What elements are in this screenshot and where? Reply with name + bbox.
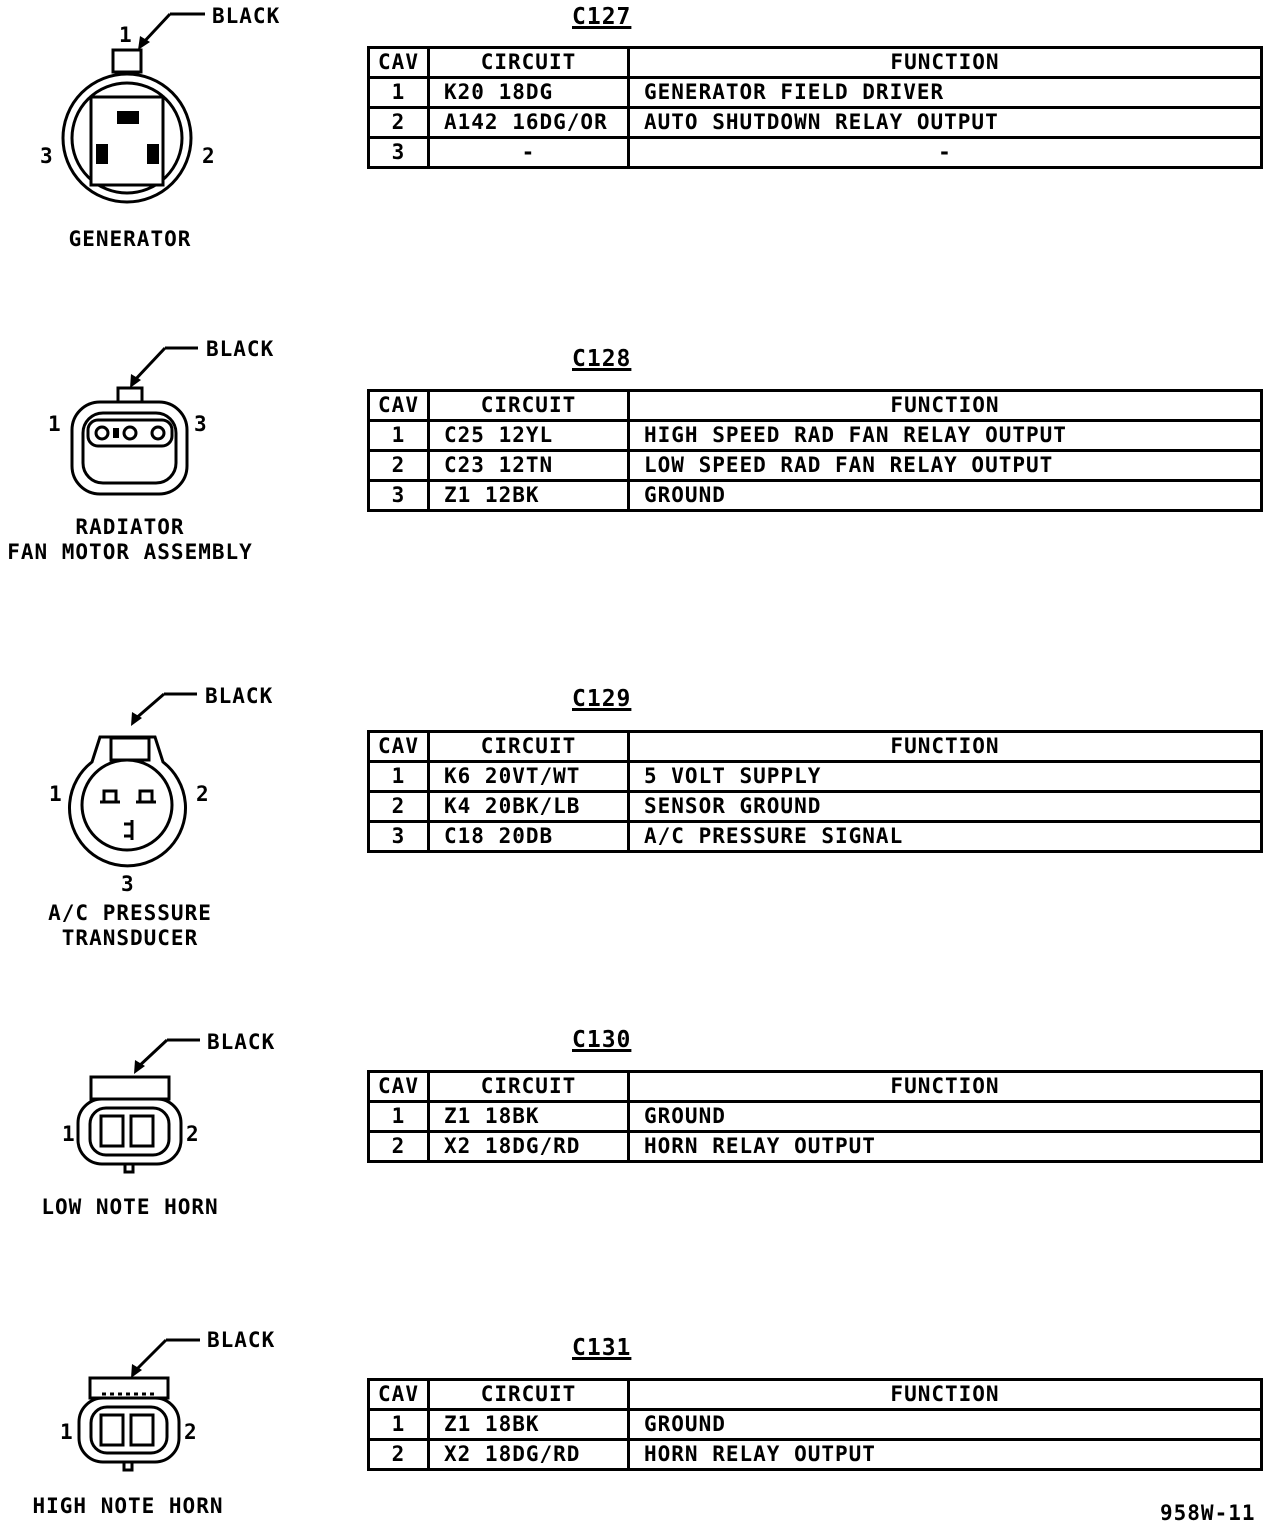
ac-pressure-color-label: BLACK <box>205 684 274 708</box>
function-header: FUNCTION <box>629 732 1262 762</box>
radiator-fan-component-label-line2: FAN MOTOR ASSEMBLY <box>7 540 253 564</box>
circuit-cell: K20 18DG <box>429 78 629 108</box>
ac-pressure-pin-1: 1 <box>49 782 63 806</box>
radiator-fan-color-label: BLACK <box>206 337 275 361</box>
table-header-row <box>369 732 1262 762</box>
cav-cell: 2 <box>369 792 429 822</box>
cav-cell: 3 <box>369 138 429 168</box>
circuit-cell: K6 20VT/WT <box>429 762 629 792</box>
radiator-fan-pin-3: 3 <box>194 412 208 436</box>
radiator-fan-pin-1: 1 <box>48 412 62 436</box>
table-row <box>369 78 1262 108</box>
circuit-header: CIRCUIT <box>429 391 629 421</box>
table-row <box>369 1440 1262 1470</box>
table-row <box>369 481 1262 511</box>
cav-header: CAV <box>369 48 429 78</box>
c130-pinout-table <box>367 1070 1263 1163</box>
low-note-horn-pin-1: 1 <box>62 1122 76 1146</box>
figure-id: 958W-11 <box>1160 1501 1256 1525</box>
function-cell: HORN RELAY OUTPUT <box>629 1440 1262 1470</box>
c129-pinout-table <box>367 730 1263 853</box>
high-note-horn-pin-1: 1 <box>60 1420 74 1444</box>
generator-pin-3: 3 <box>40 144 54 168</box>
table-header-row <box>369 1072 1262 1102</box>
function-cell: 5 VOLT SUPPLY <box>629 762 1262 792</box>
ac-pressure-pin-3: 3 <box>121 872 135 896</box>
c128-connector-title: C128 <box>572 346 632 372</box>
c131-connector-title: C131 <box>572 1335 632 1361</box>
table-row <box>369 108 1262 138</box>
table-row <box>369 822 1262 852</box>
cav-header: CAV <box>369 391 429 421</box>
function-header: FUNCTION <box>629 48 1262 78</box>
table-row <box>369 792 1262 822</box>
c129-connector-title: C129 <box>572 686 632 712</box>
circuit-cell: - <box>429 138 629 168</box>
function-cell: HIGH SPEED RAD FAN RELAY OUTPUT <box>629 421 1262 451</box>
circuit-header: CIRCUIT <box>429 1380 629 1410</box>
circuit-cell: A142 16DG/OR <box>429 108 629 138</box>
circuit-cell: X2 18DG/RD <box>429 1132 629 1162</box>
function-header: FUNCTION <box>629 391 1262 421</box>
table-row <box>369 1410 1262 1440</box>
ac-pressure-component-label-line2: TRANSDUCER <box>61 926 199 950</box>
cav-cell: 2 <box>369 1440 429 1470</box>
cav-header: CAV <box>369 1380 429 1410</box>
circuit-header: CIRCUIT <box>429 732 629 762</box>
cav-cell: 1 <box>369 78 429 108</box>
function-cell: LOW SPEED RAD FAN RELAY OUTPUT <box>629 451 1262 481</box>
function-cell: GENERATOR FIELD DRIVER <box>629 78 1262 108</box>
table-row <box>369 762 1262 792</box>
function-cell: HORN RELAY OUTPUT <box>629 1132 1262 1162</box>
generator-component-label: GENERATOR <box>68 227 192 251</box>
circuit-cell: Z1 12BK <box>429 481 629 511</box>
radiator-fan-component-label-line1: RADIATOR <box>75 515 185 539</box>
cav-cell: 2 <box>369 1132 429 1162</box>
circuit-cell: C18 20DB <box>429 822 629 852</box>
table-row <box>369 421 1262 451</box>
cav-header: CAV <box>369 1072 429 1102</box>
high-note-horn-component-label: HIGH NOTE HORN <box>32 1494 224 1518</box>
table-header-row <box>369 391 1262 421</box>
cav-cell: 1 <box>369 1102 429 1132</box>
circuit-cell: Z1 18BK <box>429 1102 629 1132</box>
function-cell: GROUND <box>629 1410 1262 1440</box>
function-header: FUNCTION <box>629 1380 1262 1410</box>
table-row <box>369 1132 1262 1162</box>
cav-cell: 2 <box>369 451 429 481</box>
circuit-cell: K4 20BK/LB <box>429 792 629 822</box>
ac-pressure-component-label-line1: A/C PRESSURE <box>48 901 212 925</box>
high-note-horn-color-label: BLACK <box>207 1328 276 1352</box>
cav-cell: 1 <box>369 421 429 451</box>
generator-color-label: BLACK <box>212 4 281 28</box>
cav-cell: 1 <box>369 762 429 792</box>
circuit-cell: C23 12TN <box>429 451 629 481</box>
table-row <box>369 138 1262 168</box>
high-note-horn-pin-2: 2 <box>184 1420 198 1444</box>
function-cell: SENSOR GROUND <box>629 792 1262 822</box>
function-cell: GROUND <box>629 481 1262 511</box>
function-cell: AUTO SHUTDOWN RELAY OUTPUT <box>629 108 1262 138</box>
c127-pinout-table <box>367 46 1263 169</box>
function-cell: GROUND <box>629 1102 1262 1132</box>
low-note-horn-color-label: BLACK <box>207 1030 276 1054</box>
circuit-cell: Z1 18BK <box>429 1410 629 1440</box>
c131-pinout-table <box>367 1378 1263 1471</box>
c130-connector-title: C130 <box>572 1027 632 1053</box>
function-header: FUNCTION <box>629 1072 1262 1102</box>
table-row <box>369 1102 1262 1132</box>
circuit-header: CIRCUIT <box>429 1072 629 1102</box>
low-note-horn-pin-2: 2 <box>186 1122 200 1146</box>
table-header-row <box>369 1380 1262 1410</box>
table-header-row <box>369 48 1262 78</box>
table-row <box>369 451 1262 481</box>
cav-cell: 3 <box>369 481 429 511</box>
c128-pinout-table <box>367 389 1263 512</box>
cav-cell: 3 <box>369 822 429 852</box>
function-cell: - <box>629 138 1262 168</box>
function-cell: A/C PRESSURE SIGNAL <box>629 822 1262 852</box>
cav-cell: 1 <box>369 1410 429 1440</box>
low-note-horn-component-label: LOW NOTE HORN <box>41 1195 219 1219</box>
generator-connector-icon <box>0 0 330 260</box>
c127-connector-title: C127 <box>572 4 632 30</box>
circuit-cell: X2 18DG/RD <box>429 1440 629 1470</box>
cav-header: CAV <box>369 732 429 762</box>
ac-pressure-pin-2: 2 <box>196 782 210 806</box>
cav-cell: 2 <box>369 108 429 138</box>
circuit-cell: C25 12YL <box>429 421 629 451</box>
generator-pin-1: 1 <box>119 23 133 47</box>
generator-pin-2: 2 <box>202 144 216 168</box>
circuit-header: CIRCUIT <box>429 48 629 78</box>
